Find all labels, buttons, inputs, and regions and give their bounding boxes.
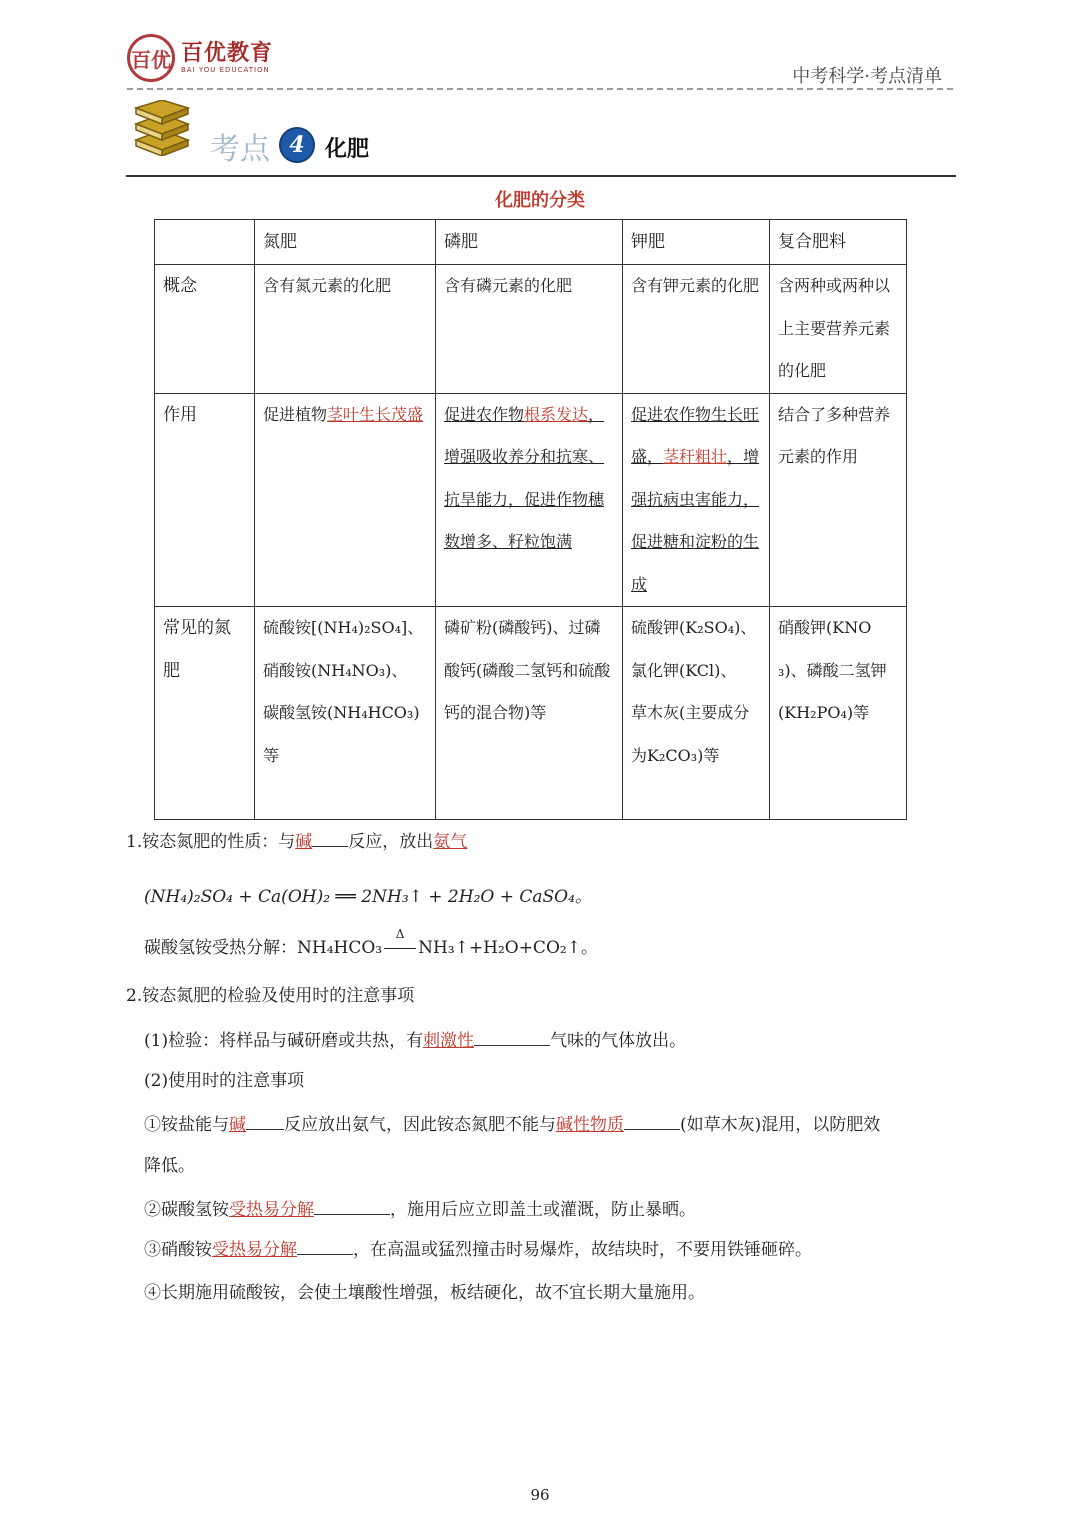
answer-blank bbox=[297, 1238, 353, 1255]
table-cell: 含有磷元素的化肥 bbox=[436, 265, 623, 394]
seal-text: 百优 bbox=[131, 47, 171, 72]
note-2-1 bbox=[144, 1029, 686, 1051]
note-2: 2.铵态氮肥的检验及使用时的注意事项 bbox=[126, 986, 415, 1006]
answer-text: 茎秆粗壮 bbox=[663, 447, 728, 466]
cell-text: 促进农作物 bbox=[444, 404, 525, 424]
table-row bbox=[155, 265, 907, 394]
answer-text: 根系发达 bbox=[524, 404, 589, 424]
cell-text: 促进农作物生长旺盛， bbox=[631, 404, 760, 466]
equation-2 bbox=[144, 927, 598, 958]
note-text: ②碳酸氢铵 bbox=[144, 1200, 229, 1220]
note-text: ，施用后应立即盖土或灌溉，防止暴晒。 bbox=[390, 1200, 696, 1220]
page-number: 96 bbox=[530, 1486, 550, 1504]
note-text: ③硝酸铵 bbox=[144, 1240, 212, 1260]
section-number-badge bbox=[279, 127, 315, 163]
row-label: 概念 bbox=[155, 265, 255, 394]
brand-name: 百优教育 bbox=[181, 41, 274, 66]
note-text: ，在高温或猛烈撞击时易爆炸，故结块时，不要用铁锤砸碎。 bbox=[353, 1240, 812, 1260]
header-divider bbox=[127, 88, 953, 90]
cell-line: 硫酸钾(K₂SO₄)、 bbox=[631, 618, 757, 637]
note-text: 反应放出氨气，因此铵态氮肥不能与 bbox=[284, 1115, 556, 1135]
answer-blank bbox=[314, 1198, 390, 1215]
cell-line: 硫酸铵[(NH₄)₂SO₄]、 bbox=[263, 618, 424, 637]
note-text: 碳酸氢铵受热分解：NH₄HCO₃ bbox=[144, 938, 383, 958]
table-cell bbox=[255, 607, 436, 820]
note-item-1 bbox=[144, 1113, 880, 1135]
section-title: 化肥 bbox=[325, 137, 370, 162]
row-label: 作用 bbox=[155, 393, 255, 607]
note-text: (如草木灰)混用，以防肥效 bbox=[680, 1115, 881, 1135]
note-text: 反应，放出 bbox=[348, 832, 434, 852]
cell-text: ，增强抗病虫害能力，促进糖和淀粉的生成 bbox=[631, 447, 760, 594]
note-item-2 bbox=[144, 1198, 696, 1220]
header-cell bbox=[155, 220, 255, 265]
cell-line: 氯化钾(KCl)、 bbox=[631, 660, 737, 680]
note-text: 1.铵态氮肥的性质：与 bbox=[126, 832, 296, 852]
table-row bbox=[155, 393, 907, 607]
table-title: 化肥的分类 bbox=[495, 190, 585, 211]
row-label: 常见的氮肥 bbox=[155, 607, 255, 820]
seal-icon bbox=[127, 34, 175, 82]
answer-text: 碱性物质 bbox=[556, 1115, 624, 1135]
cell-line: 硝酸铵(NH₄NO₃)、 bbox=[263, 660, 408, 680]
answer-text: 受热易分解 bbox=[212, 1240, 297, 1260]
answer-blank bbox=[246, 1113, 284, 1130]
table-cell: 含有钾元素的化肥 bbox=[623, 265, 770, 394]
note-text: (1)检验：将样品与碱研磨或共热，有 bbox=[144, 1031, 424, 1051]
cell-line: 草木灰(主要成分为K₂CO₃)等 bbox=[631, 703, 750, 765]
table-cell: 磷矿粉(磷酸钙)、过磷酸钙(磷酸二氢钙和硫酸钙的混合物)等 bbox=[436, 607, 623, 820]
reaction-condition: Δ bbox=[395, 927, 405, 941]
note-item-3 bbox=[144, 1238, 812, 1260]
table-cell bbox=[623, 393, 770, 607]
brand-logo bbox=[127, 34, 273, 82]
table-cell: 含有氮元素的化肥 bbox=[255, 265, 436, 394]
reaction-arrow bbox=[382, 927, 418, 958]
answer-blank bbox=[474, 1029, 550, 1046]
answer-text: 氨气 bbox=[433, 832, 468, 852]
table-cell: 结合了多种营养元素的作用 bbox=[770, 393, 907, 607]
equation-1: (NH₄)₂SO₄ + Ca(OH)₂ ══ 2NH₃↑ + 2H₂O + CaSO₄。 bbox=[144, 887, 592, 907]
section-label: 考点 bbox=[210, 132, 270, 167]
brand-text bbox=[181, 42, 273, 74]
note-text: NH₃↑+H₂O+CO₂↑。 bbox=[418, 938, 598, 958]
note-text: 气味的气体放出。 bbox=[550, 1031, 687, 1051]
section-rule bbox=[126, 175, 956, 177]
answer-text: 碱 bbox=[229, 1115, 246, 1135]
header-cell: 磷肥 bbox=[436, 220, 623, 265]
header-cell: 氮肥 bbox=[255, 220, 436, 265]
header-cell: 钾肥 bbox=[623, 220, 770, 265]
table-cell bbox=[255, 393, 436, 607]
table-header-row bbox=[155, 220, 907, 265]
answer-text: 碱 bbox=[295, 832, 313, 852]
table-row bbox=[155, 607, 907, 820]
note-1 bbox=[126, 830, 467, 852]
note-item-4: ④长期施用硫酸铵，会使土壤酸性增强，板结硬化，故不宜长期大量施用。 bbox=[144, 1283, 705, 1303]
fertilizer-table bbox=[154, 219, 907, 820]
note-text: ①铵盐能与 bbox=[144, 1115, 229, 1135]
answer-text: 受热易分解 bbox=[229, 1200, 314, 1220]
table-cell bbox=[436, 393, 623, 607]
table-cell bbox=[623, 607, 770, 820]
answer-text: 刺激性 bbox=[423, 1031, 475, 1051]
brand-name-en: BAI YOU EDUCATION bbox=[181, 66, 270, 74]
answer-blank bbox=[624, 1113, 680, 1130]
books-icon bbox=[132, 100, 192, 156]
cell-text: ，增强吸收养分和抗寒、抗旱能力，促进作物穗数增多、籽粒饱满 bbox=[444, 404, 605, 551]
section-number: 4 bbox=[289, 132, 305, 158]
note-item-1-cont: 降低。 bbox=[144, 1156, 195, 1176]
cell-line: 碳酸氢铵(NH₄HCO₃)等 bbox=[263, 703, 420, 765]
subject-title: 中考科学·考点清单 bbox=[792, 66, 942, 87]
arrow-line bbox=[384, 948, 416, 949]
cell-text: 促进植物 bbox=[263, 404, 328, 424]
table-cell: 硝酸钾(KNO₃)、磷酸二氢钾(KH₂PO₄)等 bbox=[770, 607, 907, 820]
header-cell: 复合肥料 bbox=[770, 220, 907, 265]
note-2-2: (2)使用时的注意事项 bbox=[144, 1071, 305, 1091]
answer-text: 茎叶生长茂盛 bbox=[327, 404, 424, 424]
answer-blank bbox=[312, 830, 348, 847]
table-cell: 含两种或两种以上主要营养元素的化肥 bbox=[770, 265, 907, 394]
